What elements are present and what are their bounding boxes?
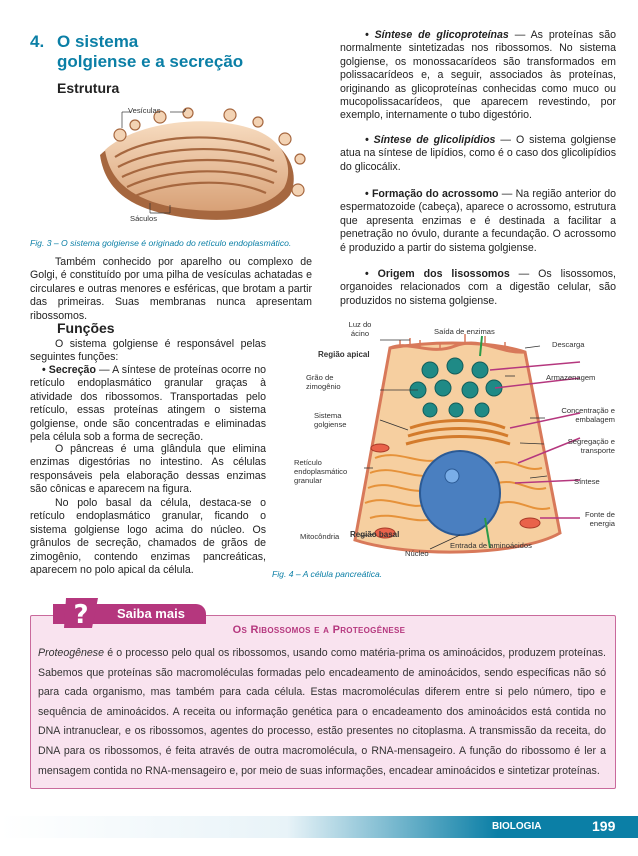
label-saida-enzimas: Saída de enzimas [434,327,495,336]
label-sintese: Síntese [574,477,600,486]
bullet-glicolipidios-head: • Síntese de glicolipídios [365,134,496,146]
fig4-caption: Fig. 4 – A célula pancreática. [272,569,383,579]
footer-bar [0,816,638,838]
bullet-lisossomos [340,268,616,308]
golgi-illustration [60,95,320,235]
bullet-acrossomo-head: • Formação do acrossomo [365,188,499,200]
term-proteogenese: Proteogênese [38,647,104,659]
saiba-mais-body [38,644,606,781]
label-segregacao: Segregação e transporte [567,437,615,455]
section-number: 4. [30,32,45,51]
bullet-glicoproteinas-body: — As proteínas são normalmente sintetizadas nos ribossomos. No sistema golgiense, os monossacarídeos são transformados em polissacarídeos e, a seguir, associados às proteínas, originando as glicoproteínas conhecidas como muco ou mucopolissacarídeos, que aparecem revestindo, por exemplo, internamente o tubo digestório. [340,29,616,122]
saiba-mais-tab-label: Saiba mais [117,606,185,621]
bullet-glicoproteinas [340,29,616,123]
label-regiao-basal: Região basal [350,530,400,539]
label-entrada-aminoacidos: Entrada de aminoácidos [450,541,532,550]
heading-funcoes: Funções [57,320,115,336]
paragraph-secrecao [30,364,266,444]
bullet-glicoproteinas-head: • Síntese de glicoproteínas [365,29,509,41]
label-mitocondria: Mitocôndria [300,532,340,541]
label-vesiculas: Vesículas [128,106,161,115]
svg-text:?: ? [73,600,89,630]
label-grao-zimogenio: Grão de zimogênio [306,373,341,391]
label-reticulo: Retículo endoplasmático granular [294,458,348,485]
secrecao-head: • Secreção [42,364,96,376]
bullet-glicolipidios [340,134,616,174]
saiba-body-text: é o processo pelo qual os ribossomos, usando como matéria-prima os aminoácidos, produzem proteínas. Sabemos que proteínas são macromoléculas formadas pelo encadeamento de aminoácidos, sendo específicas não só para cada organismo, mas também para cada célula. Estas macromoléculas diferem entre si pelo número, tipo e sequência de aminoácidos. A receita ou informação genética para o encadeamento dos aminoácidos está contida no DNA intranuclear, e os ribossomos, agentes do processo, estão presentes no citoplasma. A transmissão da receita, do DNA para os ribossomos, é feita através de outra macromolécula, o RNA-mensageiro. A função do ribossomo é ler a mensagem contida no RNA-mensageiro e, por meio de suas informações, encadear aminoácidos e sintetizar proteínas. [38,647,606,777]
bullet-lisossomos-head: • Origem dos lisossomos [365,268,510,280]
footer-subject: BIOLOGIA [492,821,542,832]
saiba-mais-title: Os Ribossomos e a Proteogênese [232,624,406,636]
footer-page-number: 199 [592,818,616,834]
label-saculos: Sáculos [130,214,158,223]
label-sistema-golgiense: Sistema golgiense [314,411,347,429]
label-nucleo: Núcleo [405,549,429,558]
heading-estrutura: Estrutura [57,80,120,96]
bullet-acrossomo [340,188,616,255]
label-armazenagem: Armazenagem [546,373,596,382]
section-title-line1: O sistema [57,32,139,51]
secrecao-body: — A síntese de proteínas ocorre no retículo endoplasmático granular graças à atividade dos ribossomos. Transportadas pelo retículo, essas proteínas atingem o sistema golgiense, onde são concentradas e eliminadas pela célula sob a forma de secreção. [30,364,266,444]
label-concentracao: Concentração e embalagem [561,406,615,424]
paragraph-pancreas: O pâncreas é uma glândula que elimina enzimas digestórias no intestino. As células responsáveis pela elaboração dessas enzimas são cônicas e aparecem na figura. [30,443,266,496]
paragraph-intro: Também conhecido por aparelho ou complexo de Golgi, é constituído por uma pilha de vesículas achatadas e circulares e outras menores e esféricas, que brotam a partir das primeiras. Suas membranas nunca apresentam ribossomos. [30,256,312,322]
label-descarga: Descarga [552,340,585,349]
section-title-line2: golgiense e a secreção [57,52,244,71]
label-regiao-apical: Região apical [318,350,370,359]
paragraph-polo-basal: No polo basal da célula, destaca-se o retículo endoplasmático granular, ficando o sistema golgiense logo acima do núcleo. Os grânulos de secreção, chamados de grãos de zimogênio, contendo enzimas pancreáticas, aparecem no polo apical da célula. [30,497,266,577]
fig3-caption: Fig. 3 – O sistema golgiense é originado do retículo endoplasmático. [30,238,292,248]
bullet-acrossomo-body: — Na região anterior do espermatozoide (cabeça), aparece o acrossomo, estrutura que apresenta enzimas e é destinada a facilitar a penetração no óvulo, durante a fecundação. O acrossomo é produzido a partir do sistema golgiense. [340,188,616,254]
label-fonte-energia: Fonte de energia [585,510,615,528]
bullet-glicolipidios-body: — O sistema golgiense atua na síntese de lipídios, como é o caso dos glicolipídios do glicocálix. [340,134,616,173]
paragraph-funcoes-intro: O sistema golgiense é responsável pelas seguintes funções: [30,338,266,364]
label-luz-acino: Luz do ácino [348,320,372,338]
bullet-lisossomos-body: — Os lisossomos, organoides relacionados com a digestão celular, são produzidos no sistema golgiense. [340,268,616,307]
